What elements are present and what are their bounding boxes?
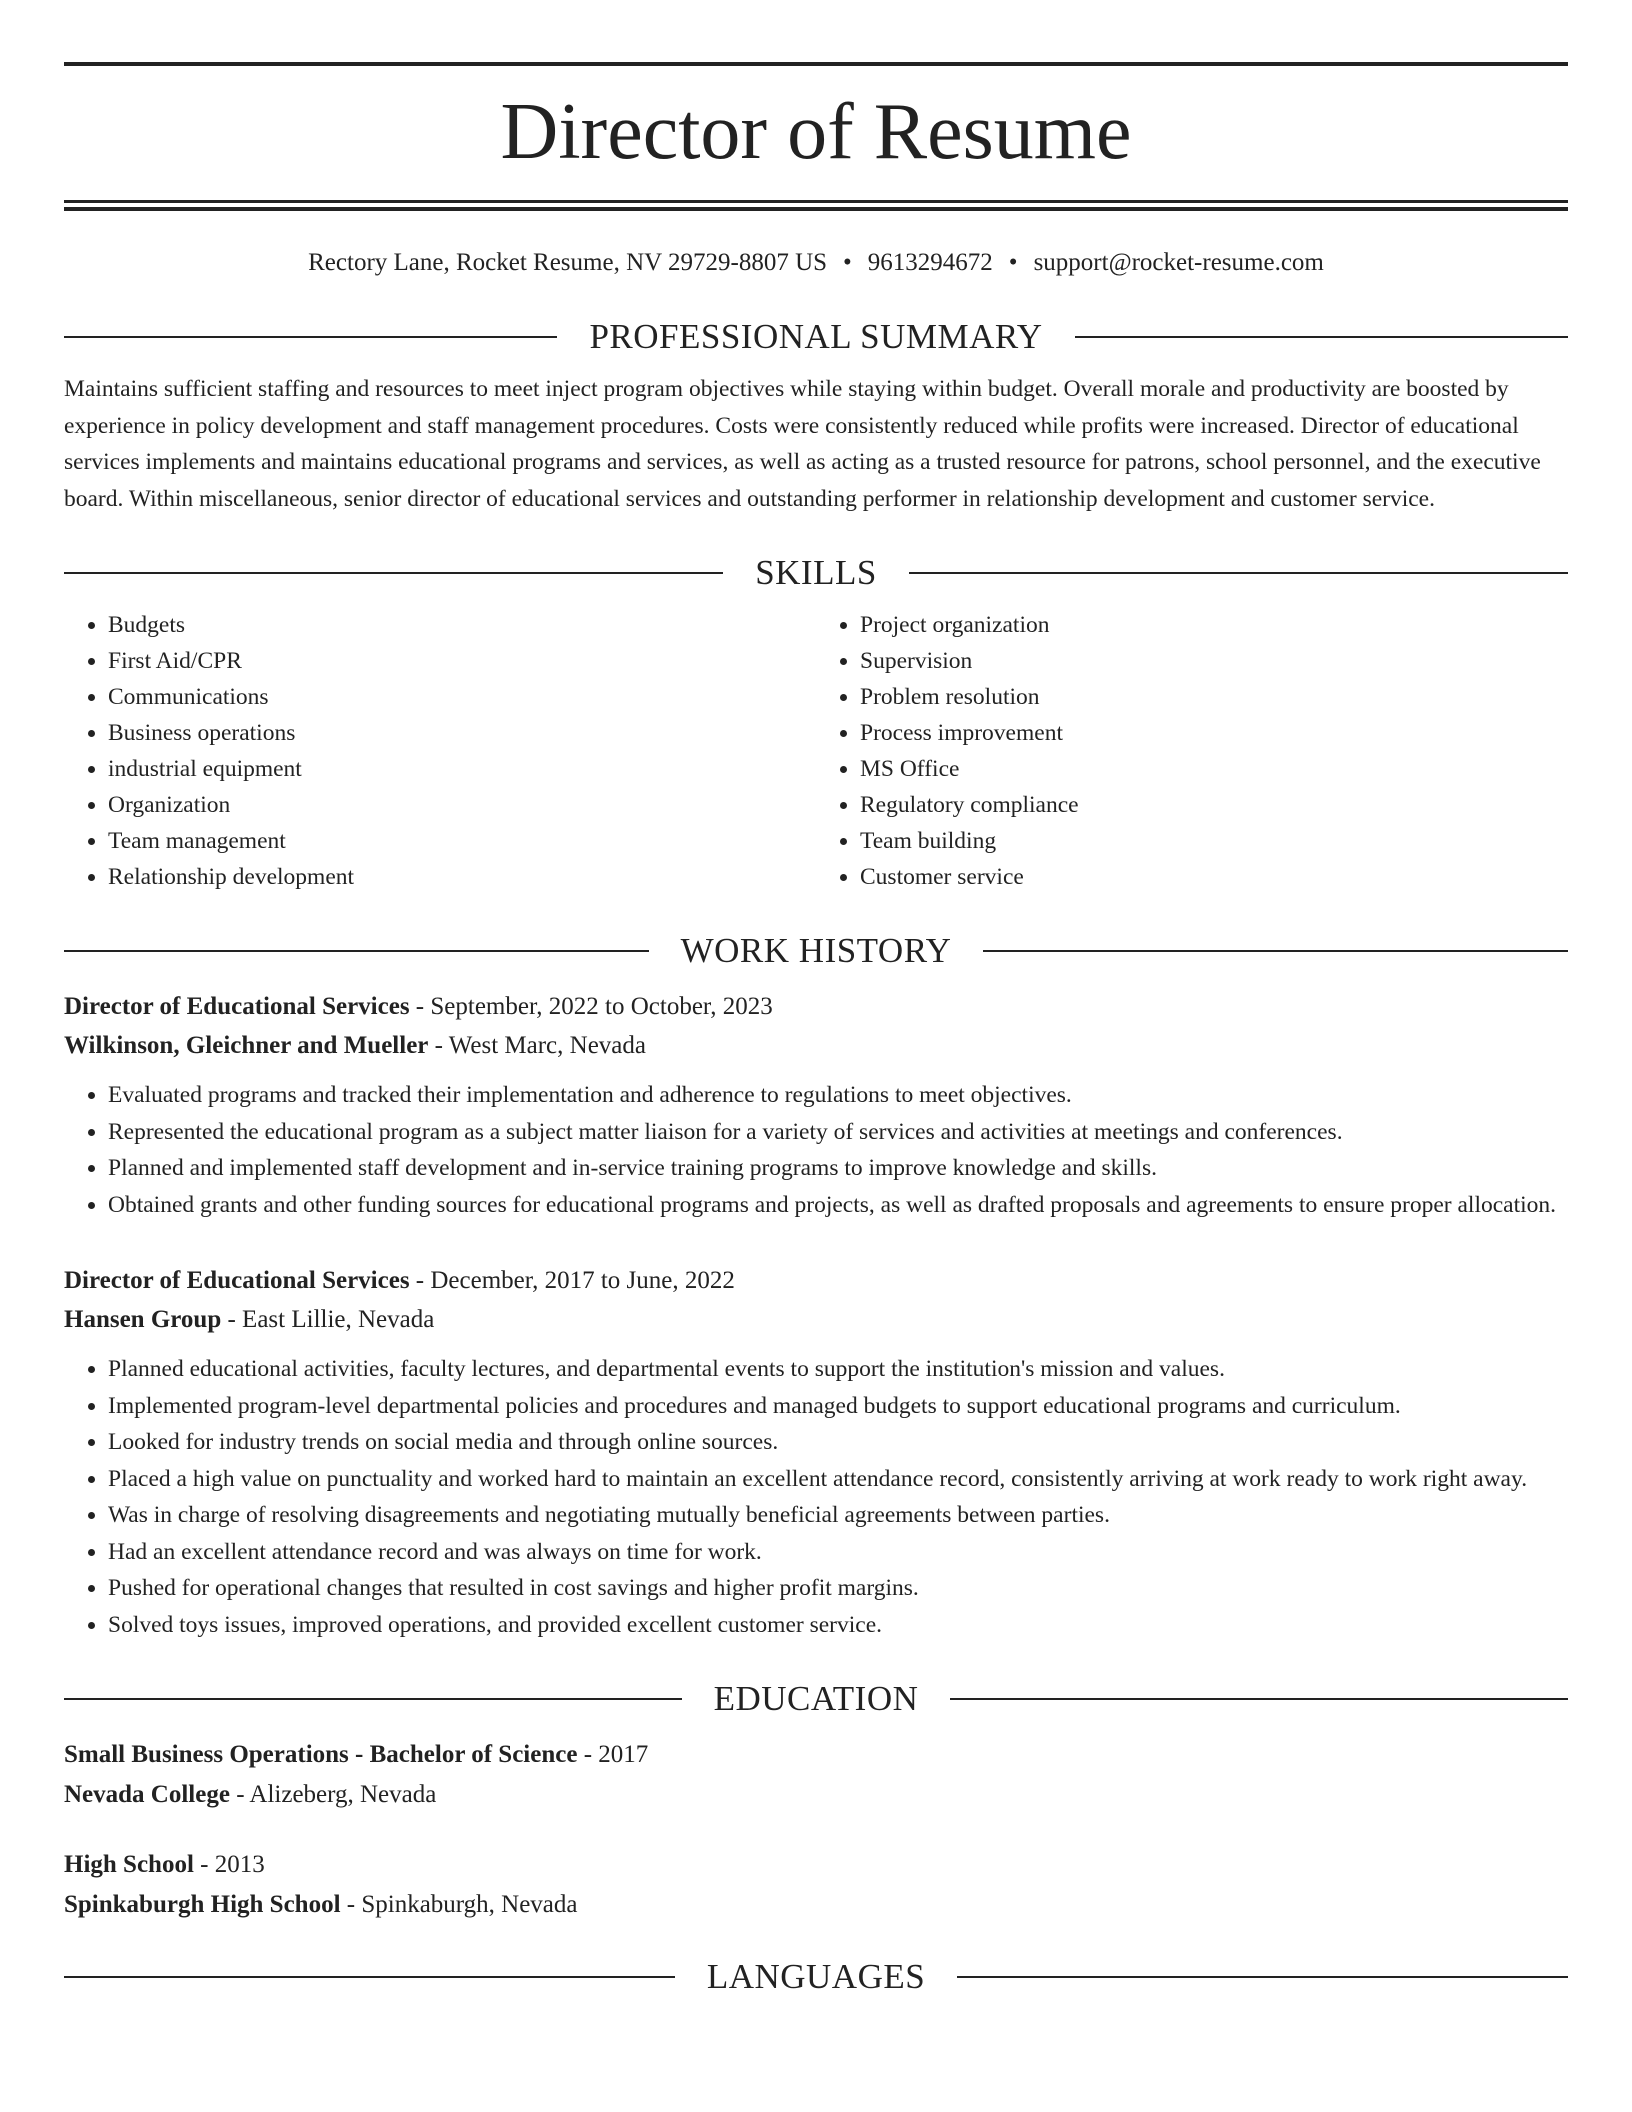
job-bullet: • Represented the educational program as a subject matter liaison for a variety of services and activities at meetings and conferences. xyxy=(108,1114,1568,1151)
work-title: WORK HISTORY xyxy=(680,931,952,970)
contact-address: Rectory Lane, Rocket Resume, NV 29729-8807 US xyxy=(308,249,828,276)
contact-email: support@rocket-resume.com xyxy=(1033,249,1324,276)
education-school: Nevada College xyxy=(64,1781,230,1808)
job-bullet: • Obtained grants and other funding sources for educational programs and projects, as well as drafted proposals and agreements to ensure proper allocation. xyxy=(108,1187,1568,1224)
job-dates: - September, 2022 to October, 2023 xyxy=(409,993,773,1020)
contact-separator: • xyxy=(843,249,852,276)
heading-rule-right xyxy=(1075,336,1568,338)
resume-name: Director of Resume xyxy=(500,88,1132,176)
skills-heading xyxy=(64,551,1568,595)
skill-item: • Project organization xyxy=(860,607,1568,643)
summary-title: PROFESSIONAL SUMMARY xyxy=(589,317,1043,356)
heading-rule-right xyxy=(909,572,1568,574)
education-location: - Spinkaburgh, Nevada xyxy=(340,1891,578,1918)
skill-item: • Team management xyxy=(108,823,816,859)
education-degree: High School xyxy=(64,1851,194,1878)
top-rule xyxy=(64,62,1568,66)
education-degree-line xyxy=(64,1845,1568,1885)
education-year: - 2013 xyxy=(193,1851,265,1878)
skill-item: • industrial equipment xyxy=(108,751,816,787)
job-company: Hansen Group xyxy=(64,1306,222,1333)
job-bullet: • Implemented program-level departmental policies and procedures and managed budgets to support educational programs and curriculum. xyxy=(108,1388,1568,1425)
job-title: Director of Educational Services xyxy=(64,993,410,1020)
double-rule xyxy=(64,200,1568,211)
job-entry xyxy=(64,987,1568,1223)
heading-rule-right xyxy=(957,1976,1568,1978)
job-bullet: • Pushed for operational changes that resulted in cost savings and higher profit margins. xyxy=(108,1570,1568,1607)
heading-rule-left xyxy=(64,336,557,338)
job-location: - East Lillie, Nevada xyxy=(221,1306,435,1333)
skill-item: • First Aid/CPR xyxy=(108,643,816,679)
heading-rule-right xyxy=(950,1698,1568,1700)
skill-item: • Regulatory compliance xyxy=(860,787,1568,823)
education-entry xyxy=(64,1845,1568,1925)
skills-list xyxy=(64,607,1568,895)
skills-column-left xyxy=(64,607,816,895)
job-bullet: • Planned and implemented staff development and in-service training programs to improve knowledge and skills. xyxy=(108,1150,1568,1187)
skill-item: • MS Office xyxy=(860,751,1568,787)
education-entry xyxy=(64,1735,1568,1815)
job-bullet: • Planned educational activities, faculty lectures, and departmental events to support the institution's mission and values. xyxy=(108,1351,1568,1388)
job-entry xyxy=(64,1261,1568,1643)
work-heading xyxy=(64,929,1568,973)
skill-item: • Budgets xyxy=(108,607,816,643)
languages-title: LANGUAGES xyxy=(706,1957,926,1996)
job-bullet: • Evaluated programs and tracked their implementation and adherence to regulations to meet objectives. xyxy=(108,1077,1568,1114)
job-bullet: • Had an excellent attendance record and was always on time for work. xyxy=(108,1534,1568,1571)
education-location: - Alizeberg, Nevada xyxy=(229,1781,437,1808)
skill-item: • Business operations xyxy=(108,715,816,751)
languages-heading xyxy=(64,1955,1568,1999)
job-dates: - December, 2017 to June, 2022 xyxy=(409,1267,735,1294)
job-title-line xyxy=(64,1261,1568,1300)
skill-item: • Process improvement xyxy=(860,715,1568,751)
job-bullets xyxy=(64,1351,1568,1643)
heading-rule-right xyxy=(983,950,1568,952)
job-bullet: • Solved toys issues, improved operations, and provided excellent customer service. xyxy=(108,1607,1568,1644)
summary-text: Maintains sufficient staffing and resources to meet inject program objectives while staying within budget. Overall morale and productivity are boosted by experience in policy development and staff management procedures. Costs were consistently reduced while profits were increased. Director of educational services implements and maintains educational programs and services, as well as acting as a trusted resource for patrons, school personnel, and the executive board. Within miscellaneous, senior director of educational services and outstanding performer in relationship development and customer service. xyxy=(64,376,1541,512)
job-bullet: • Looked for industry trends on social media and through online sources. xyxy=(108,1424,1568,1461)
skill-item: • Organization xyxy=(108,787,816,823)
job-bullets xyxy=(64,1077,1568,1223)
contact-phone: 9613294672 xyxy=(867,249,993,276)
skills-column-right xyxy=(816,607,1568,895)
contact-line xyxy=(64,245,1568,281)
skill-item: • Relationship development xyxy=(108,859,816,895)
heading-rule-left xyxy=(64,572,723,574)
summary-heading xyxy=(64,315,1568,359)
job-company-line xyxy=(64,1300,1568,1339)
contact-separator: • xyxy=(1008,249,1018,276)
skill-item: • Communications xyxy=(108,679,816,715)
job-company: Wilkinson, Gleichner and Mueller xyxy=(64,1032,429,1059)
heading-rule-left xyxy=(64,950,649,952)
education-degree-line xyxy=(64,1735,1568,1775)
job-title: Director of Educational Services xyxy=(64,1267,410,1294)
job-title-line xyxy=(64,987,1568,1026)
job-company-line xyxy=(64,1026,1568,1065)
education-school: Spinkaburgh High School xyxy=(64,1891,341,1918)
skill-item: • Problem resolution xyxy=(860,679,1568,715)
skill-item: • Customer service xyxy=(860,859,1568,895)
skill-item: • Supervision xyxy=(860,643,1568,679)
skill-item: • Team building xyxy=(860,823,1568,859)
heading-rule-left xyxy=(64,1698,682,1700)
education-year: - 2017 xyxy=(577,1741,649,1768)
education-school-line xyxy=(64,1775,1568,1815)
job-bullet: • Was in charge of resolving disagreements and negotiating mutually beneficial agreements between parties. xyxy=(108,1497,1568,1534)
job-bullet: • Placed a high value on punctuality and worked hard to maintain an excellent attendance record, consistently arriving at work ready to work right away. xyxy=(108,1461,1568,1498)
job-location: - West Marc, Nevada xyxy=(428,1032,646,1059)
skills-title: SKILLS xyxy=(755,553,877,592)
education-heading xyxy=(64,1677,1568,1721)
education-degree: Small Business Operations - Bachelor of Science xyxy=(64,1741,578,1768)
heading-rule-left xyxy=(64,1976,675,1978)
education-title: EDUCATION xyxy=(713,1679,919,1718)
education-school-line xyxy=(64,1885,1568,1925)
